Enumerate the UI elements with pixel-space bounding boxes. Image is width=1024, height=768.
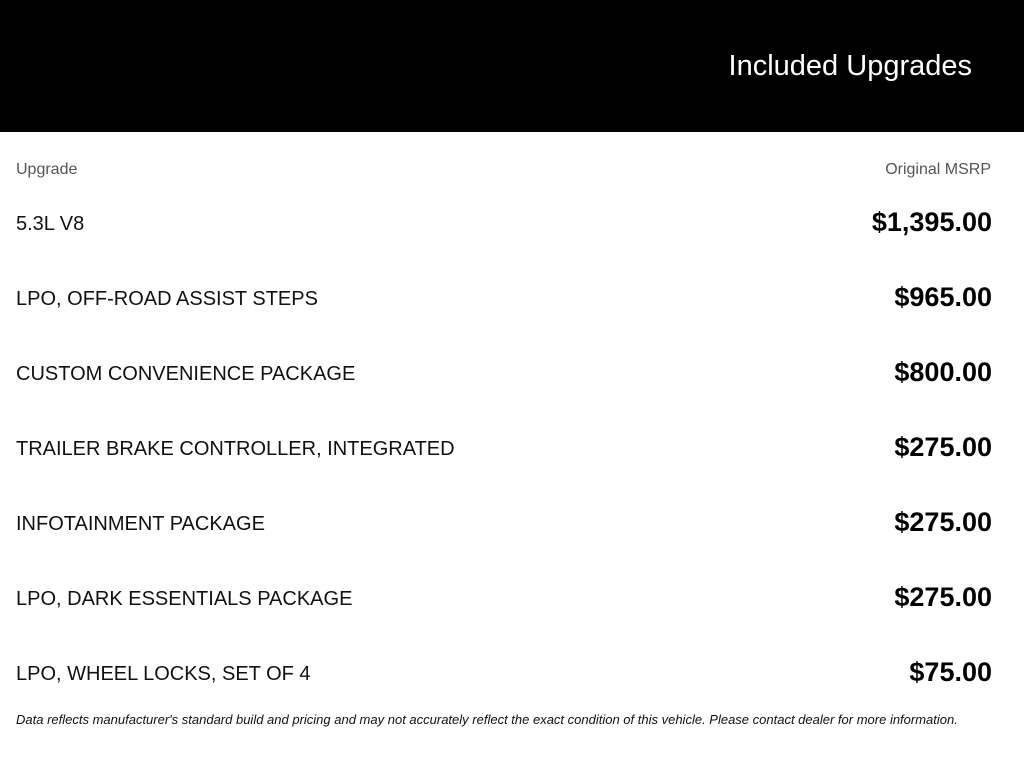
- upgrade-name: LPO, WHEEL LOCKS, SET OF 4: [16, 663, 311, 685]
- upgrade-price: $1,395.00: [871, 207, 992, 237]
- column-header-msrp: Original MSRP: [885, 161, 991, 178]
- upgrade-price: $800.00: [894, 357, 992, 387]
- list-item: [0, 260, 1024, 335]
- header-banner: [0, 0, 1024, 132]
- upgrade-price: $965.00: [894, 282, 992, 312]
- upgrade-name: CUSTOM CONVENIENCE PACKAGE: [16, 363, 356, 385]
- list-item: [0, 635, 1024, 710]
- list-item: [0, 335, 1024, 410]
- upgrade-price: $275.00: [894, 432, 992, 462]
- column-header-upgrade: Upgrade: [16, 161, 78, 178]
- page-title: Included Upgrades: [728, 50, 972, 82]
- upgrade-name: 5.3L V8: [16, 213, 85, 235]
- disclaimer-text: Data reflects manufacturer's standard build and pricing and may not accurately reflect the exact condition of this vehicle. Please contact dealer for more information.: [16, 712, 958, 727]
- upgrade-price: $75.00: [909, 657, 992, 687]
- list-item: [0, 185, 1024, 260]
- upgrades-list: [0, 185, 1024, 710]
- upgrade-price: $275.00: [894, 582, 992, 612]
- upgrade-name: INFOTAINMENT PACKAGE: [16, 513, 265, 535]
- list-item: [0, 560, 1024, 635]
- list-item: [0, 410, 1024, 485]
- upgrade-name: LPO, OFF-ROAD ASSIST STEPS: [16, 288, 318, 310]
- upgrade-name: TRAILER BRAKE CONTROLLER, INTEGRATED: [16, 438, 455, 460]
- upgrade-price: $275.00: [894, 507, 992, 537]
- upgrade-name: LPO, DARK ESSENTIALS PACKAGE: [16, 588, 353, 610]
- list-item: [0, 485, 1024, 560]
